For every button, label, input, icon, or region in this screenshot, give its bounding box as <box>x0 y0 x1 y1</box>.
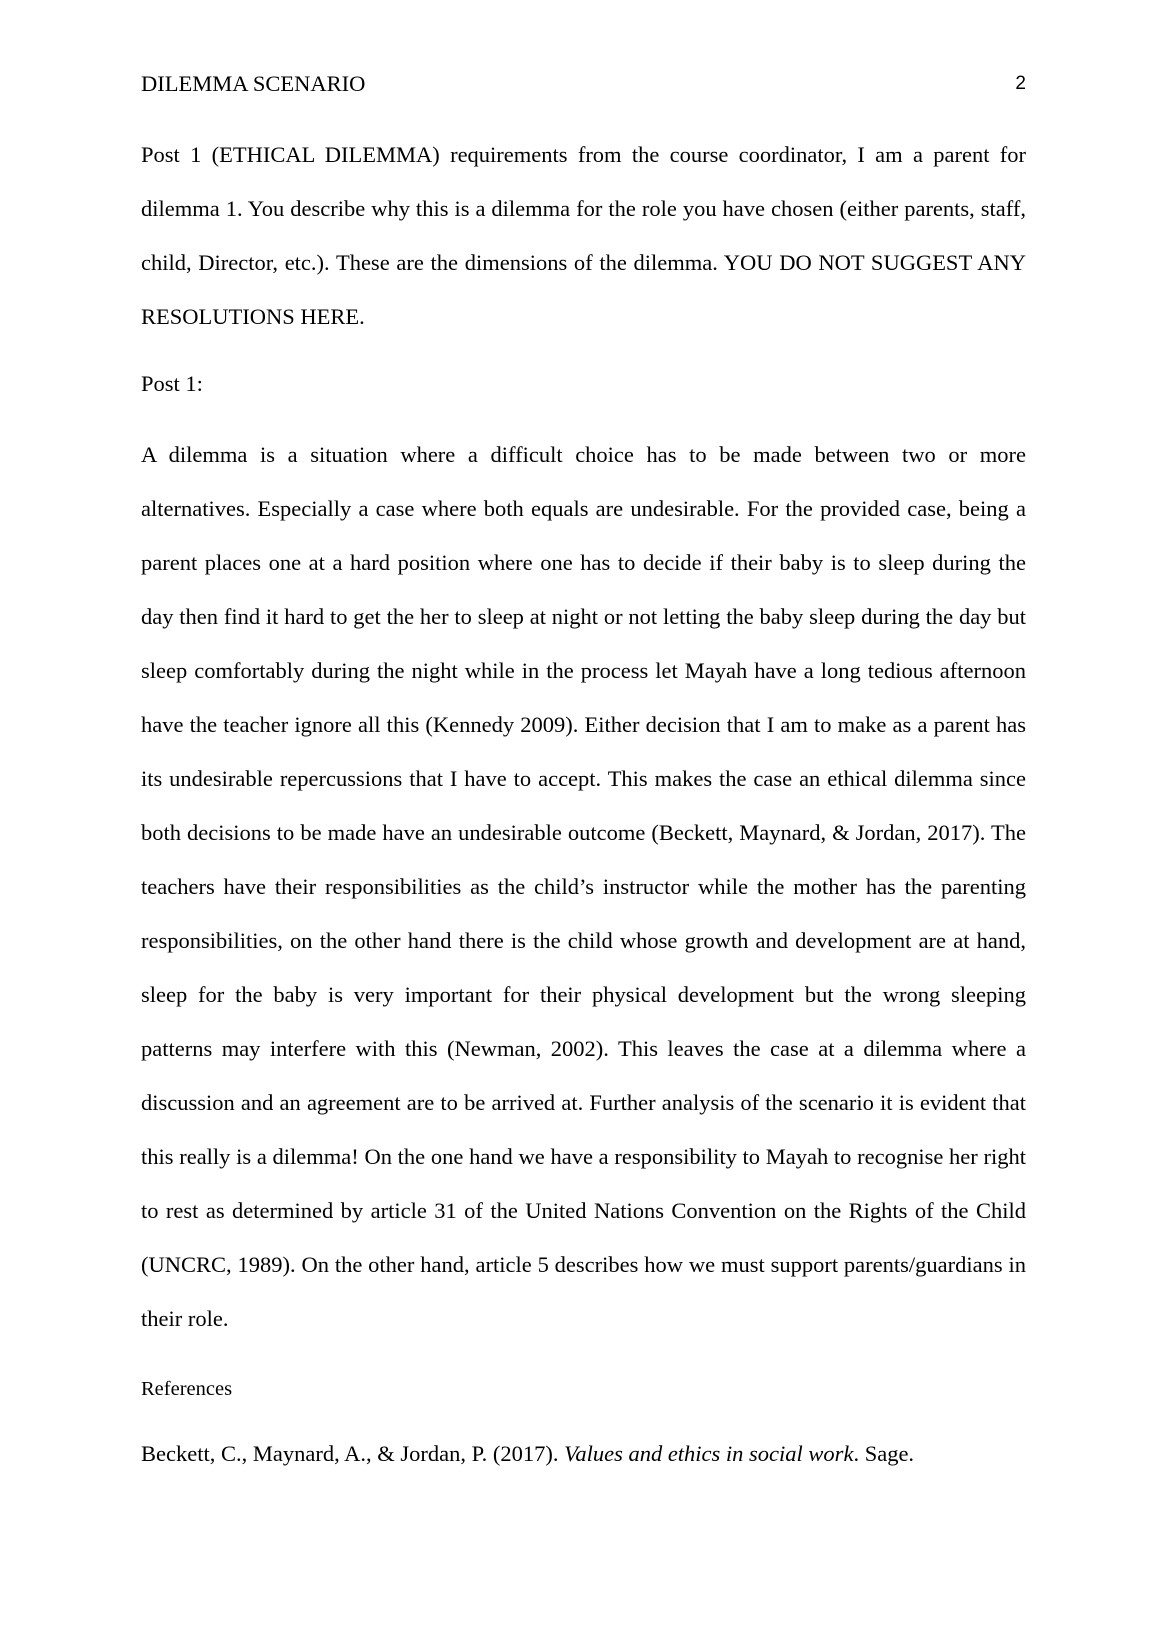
reference-authors: Beckett, C., Maynard, A., & Jordan, P. (2017). <box>141 1441 565 1466</box>
intro-paragraph: Post 1 (ETHICAL DILEMMA) requirements from the course coordinator, I am a parent for dilemma 1. You describe why this is a dilemma for the role you have chosen (either parents, staff, child, Director, etc.). These are the dimensions of the dilemma. YOU DO NOT SUGGEST ANY RESOLUTIONS HERE. <box>141 142 1026 329</box>
reference-publisher: . Sage. <box>853 1441 915 1466</box>
main-paragraph: A dilemma is a situation where a difficult choice has to be made between two or more alternatives. Especially a case where both equals are undesirable. For the provided case, being a parent places one at a hard position where one has to decide if their baby is to sleep during the day then find it hard to get the her to sleep at night or not letting the baby sleep during the day but sleep comfortably during the night while in the process let Mayah have a long tedious afternoon have the teacher ignore all this (Kennedy 2009). Either decision that I am to make as a parent has its undesirable repercussions that I have to accept. This makes the case an ethical dilemma since both decisions to be made have an undesirable outcome (Beckett, Maynard, & Jordan, 2017). The teachers have their responsibilities as the child’s instructor while the mother has the parenting responsibilities, on the other hand there is the child whose growth and development are at hand, sleep for the baby is very important for their physical development but the wrong sleeping patterns may interfere with this (Newman, 2002). This leaves the case at a dilemma where a discussion and an agreement are to be arrived at. Further analysis of the scenario it is evident that this really is a dilemma! On the one hand we have a responsibility to Mayah to recognise her right to rest as determined by article 31 of the United Nations Convention on the Rights of the Child (UNCRC, 1989). On the other hand, article 5 describes how we must support parents/guardians in their role. <box>141 442 1026 1331</box>
running-title: DILEMMA SCENARIO <box>141 71 366 96</box>
reference-entry <box>141 1440 1026 1468</box>
post-label: Post 1: <box>141 371 203 396</box>
reference-title: Values and ethics in social work <box>564 1441 854 1466</box>
references-heading: References <box>141 1378 233 1400</box>
page-number: 2 <box>1015 73 1026 94</box>
